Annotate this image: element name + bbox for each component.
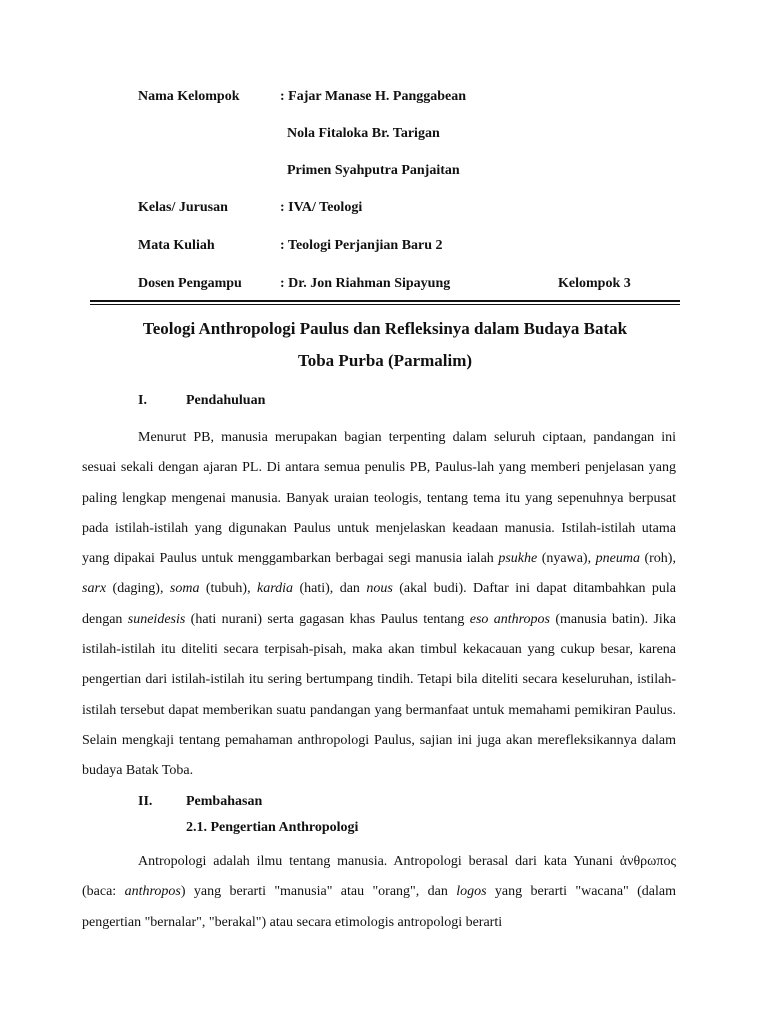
document-title-line-1: Teologi Anthropologi Paulus dan Refleksinya dalam Budaya Batak bbox=[142, 319, 628, 338]
paragraph-text: yang berarti "wacana" (dalam pengertian "bernalar", "berakal") atau secara etimologis antropologi berarti bbox=[82, 884, 676, 930]
italic-term: kardia bbox=[257, 581, 294, 597]
group-label: Nama Kelompok bbox=[138, 89, 240, 104]
paragraph-text: (hati nurani) serta gagasan khas Paulus tentang bbox=[185, 611, 470, 627]
italic-term: pneuma bbox=[595, 551, 640, 567]
section-2-subheading: 2.1. Pengertian Anthropologi bbox=[186, 820, 359, 835]
section-1-heading: Pendahuluan bbox=[186, 393, 266, 408]
header-row-course bbox=[138, 236, 658, 256]
header-row-class bbox=[138, 198, 658, 218]
section-2-paragraph bbox=[82, 847, 676, 938]
lecturer-label: Dosen Pengampu bbox=[138, 276, 242, 291]
class-label: Kelas/ Jurusan bbox=[138, 200, 228, 215]
group-member-1: : Fajar Manase H. Panggabean bbox=[280, 89, 467, 104]
italic-term: suneidesis bbox=[127, 611, 186, 627]
group-number: Kelompok 3 bbox=[558, 276, 631, 291]
header-row-member-2 bbox=[138, 124, 658, 144]
lecturer-value: : Dr. Jon Riahman Sipayung bbox=[280, 276, 451, 291]
paragraph-text: Antropologi adalah ilmu tentang manusia. Antropologi berasal dari kata Yunani ἀνθρωπος (baca: bbox=[82, 854, 676, 900]
class-value: : IVA/ Teologi bbox=[280, 200, 363, 215]
course-value: : Teologi Perjanjian Baru 2 bbox=[280, 238, 443, 253]
italic-term: psukhe bbox=[498, 551, 538, 567]
paragraph-text: (roh), bbox=[639, 551, 676, 567]
paragraph-text: (akal budi). Daftar ini dapat ditambahkan pula dengan bbox=[82, 581, 676, 627]
section-2-heading: Pembahasan bbox=[186, 794, 263, 809]
italic-term: logos bbox=[456, 884, 487, 900]
header-row-lecturer bbox=[138, 274, 658, 294]
italic-term: eso anthropos bbox=[469, 611, 550, 627]
header-divider-top bbox=[90, 300, 680, 302]
paragraph-text: (manusia batin). Jika istilah-istilah itu diteliti secara terpisah-pisah, maka akan timbul kekacauan yang cukup besar, karena pengertian dari istilah-istilah itu sering bertumpang tindih. Tetapi bila diteliti secara keseluruhan, istilah-istilah tersebut dapat memberikan suatu pandangan yang bermanfaat untuk memahami pemikiran Paulus. Selain mengkaji tentang pemahaman anthropologi Paulus, sajian ini juga akan merefleksikannya dalam budaya Batak Toba. bbox=[82, 611, 676, 779]
paragraph-text: Menurut PB, manusia merupakan bagian terpenting dalam seluruh ciptaan, pandangan ini sesuai sekali dengan ajaran PL. Di antara semua penulis PB, Paulus-lah yang memberi penjelasan yang paling lengkap mengenai manusia. Banyak uraian teologis, tentang tema itu yang sepenuhnya berpusat pada istilah-istilah yang digunakan Paulus untuk menjelaskan keadaan manusia. Istilah-istilah utama yang dipakai Paulus untuk menggambarkan berbagai segi manusia ialah bbox=[82, 430, 676, 567]
course-label: Mata Kuliah bbox=[138, 238, 215, 253]
paragraph-text: ) yang berarti "manusia" atau "orang", dan bbox=[180, 884, 457, 900]
group-member-2: Nola Fitaloka Br. Tarigan bbox=[287, 126, 440, 141]
italic-term: sarx bbox=[82, 581, 107, 597]
italic-term: nous bbox=[366, 581, 393, 597]
italic-term: anthropos bbox=[124, 884, 181, 900]
italic-term: soma bbox=[169, 581, 200, 597]
header-row-member-3 bbox=[138, 161, 658, 181]
section-1-paragraph bbox=[82, 423, 676, 787]
paragraph-text: (tubuh), bbox=[199, 581, 257, 597]
document-title-line-2: Toba Purba (Parmalim) bbox=[297, 351, 473, 370]
header-divider-bottom bbox=[90, 304, 680, 305]
paragraph-text: (daging), bbox=[106, 581, 170, 597]
header-row-group bbox=[138, 87, 658, 107]
section-2-number: II. bbox=[138, 794, 153, 809]
group-member-3: Primen Syahputra Panjaitan bbox=[287, 163, 460, 178]
paragraph-text: (nyawa), bbox=[537, 551, 596, 567]
section-1-number: I. bbox=[138, 393, 147, 408]
paragraph-text: (hati), dan bbox=[293, 581, 367, 597]
